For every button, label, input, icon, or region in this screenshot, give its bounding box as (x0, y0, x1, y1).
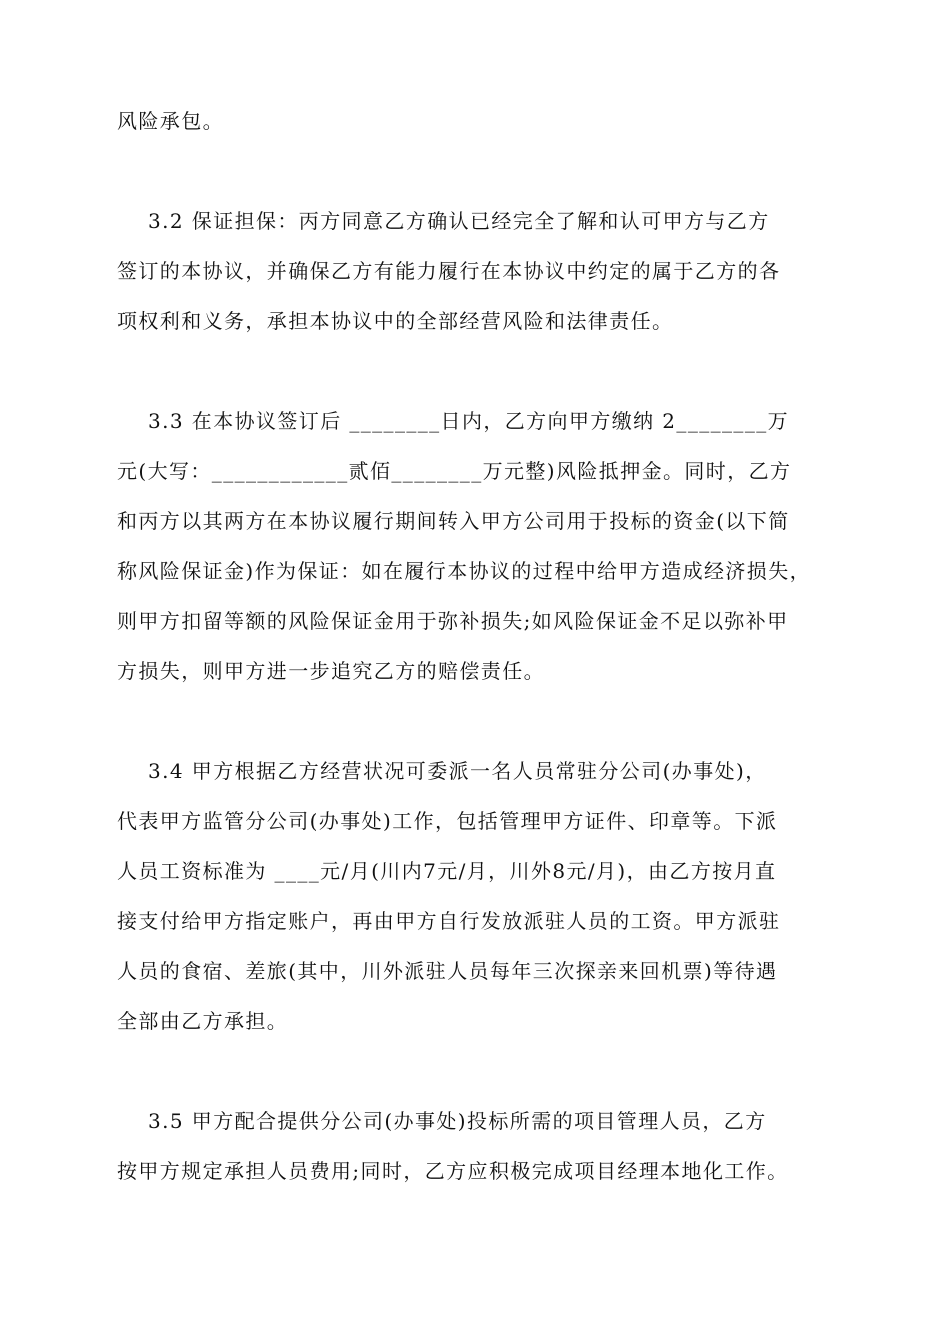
clause-3-5-line: 3.5 甲方配合提供分公司(办事处)投标所需的项目管理人员，乙方 (117, 1109, 767, 1133)
text-line: 全部由乙方承担。 (117, 1009, 289, 1033)
text-line: 代表甲方监管分公司(办事处)工作，包括管理甲方证件、印章等。下派 (117, 809, 778, 833)
text-line: 称风险保证金)作为保证：如在履行本协议的过程中给甲方造成经济损失， (117, 559, 812, 583)
text-line: 人员的食宿、差旅(其中，川外派驻人员每年三次探亲来回机票)等待遇 (117, 959, 778, 983)
text-line: 人员工资标准为 ____元/月(川内7元/月，川外8元/月)，由乙方按月直 (117, 859, 777, 883)
text-line: 风险承包。 (117, 109, 224, 133)
text-line: 按甲方规定承担人员费用;同时，乙方应积极完成项目经理本地化工作。 (117, 1159, 789, 1183)
text-line: 签订的本协议，并确保乙方有能力履行在本协议中约定的属于乙方的各 (117, 259, 781, 283)
clause-3-3-line: 3.3 在本协议签订后 ________日内，乙方向甲方缴纳 2________万 (117, 409, 790, 433)
text-line: 方损失，则甲方进一步追究乙方的赔偿责任。 (117, 659, 545, 683)
clause-3-4-line: 3.4 甲方根据乙方经营状况可委派一名人员常驻分公司(办事处)， (117, 759, 767, 783)
text-line: 则甲方扣留等额的风险保证金用于弥补损失;如风险保证金不足以弥补甲 (117, 609, 789, 633)
text-line: 元(大写：____________贰佰________万元整)风险抵押金。同时，乙方 (117, 459, 792, 483)
text-line: 接支付给甲方指定账户，再由甲方自行发放派驻人员的工资。甲方派驻 (117, 909, 781, 933)
text-line: 项权利和义务，承担本协议中的全部经营风险和法律责任。 (117, 309, 674, 333)
clause-3-2-line: 3.2 保证担保：丙方同意乙方确认已经完全了解和认可甲方与乙方 (117, 209, 770, 233)
text-line: 和丙方以其两方在本协议履行期间转入甲方公司用于投标的资金(以下简 (117, 509, 790, 533)
